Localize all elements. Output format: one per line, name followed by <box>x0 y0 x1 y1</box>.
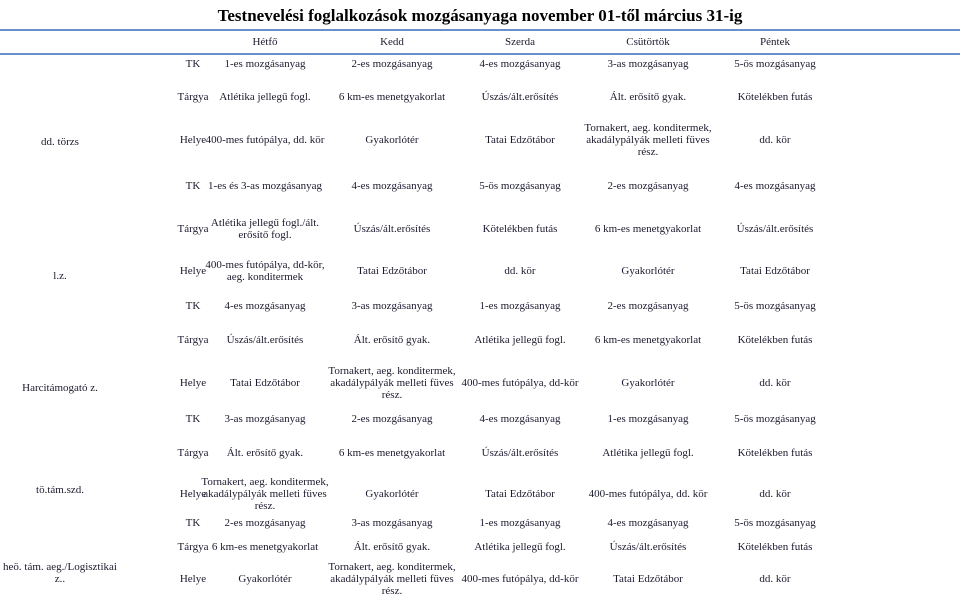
day-header: Péntek <box>760 36 790 48</box>
targya-cell: 6 km-es menetgyakorlat <box>594 334 702 346</box>
day-header: Hétfő <box>252 36 278 48</box>
tk-cell: 4-es mozgásanyag <box>351 180 433 192</box>
helye-cell: dd. kör <box>759 488 791 500</box>
helye-cell: Gyakorlótér <box>365 134 419 146</box>
helye-label: Helye <box>179 573 207 585</box>
helye-label: Helye <box>179 265 207 277</box>
targya-cell: Ált. erősítő gyak. <box>226 447 304 459</box>
targya-cell: Ált. erősítő gyak. <box>353 541 431 553</box>
helye-cell: Tatai Edzőtábor <box>357 265 427 277</box>
tk-cell: 3-as mozgásanyag <box>607 58 689 70</box>
helye-cell: Tornakert, aeg. konditermek, akadálypályák melleti füves rész. <box>201 476 329 512</box>
tk-cell: 2-es mozgásanyag <box>607 300 689 312</box>
tk-cell: 2-es mozgásanyag <box>224 517 306 529</box>
targya-cell: Atlétika jellegű fogl./ált. erősítő fogl. <box>210 217 320 241</box>
day-header: Szerda <box>505 36 535 48</box>
helye-cell: 400-mes futópálya, dd-kör <box>461 573 579 585</box>
group-name: dd. törzs <box>41 136 79 148</box>
helye-cell: Gyakorlótér <box>365 488 419 500</box>
tk-cell: 1-es mozgásanyag <box>479 300 561 312</box>
tk-cell: 2-es mozgásanyag <box>351 413 433 425</box>
helye-cell: dd. kör <box>759 134 791 146</box>
tk-label: TK <box>185 300 201 312</box>
targya-cell: Úszás/ált.erősítés <box>609 541 687 553</box>
targya-label: Tárgya <box>177 447 209 459</box>
helye-cell: Gyakorlótér <box>238 573 292 585</box>
targya-cell: Kötelékben futás <box>737 447 813 459</box>
header-band-bottom <box>0 53 960 55</box>
tk-cell: 1-es mozgásanyag <box>479 517 561 529</box>
targya-cell: Atlétika jellegű fogl. <box>474 541 566 553</box>
tk-label: TK <box>185 58 201 70</box>
helye-cell: Tatai Edzőtábor <box>485 134 555 146</box>
tk-cell: 4-es mozgásanyag <box>224 300 306 312</box>
targya-cell: Ált. erősítő gyak. <box>609 91 687 103</box>
helye-cell: Gyakorlótér <box>621 265 675 277</box>
tk-cell: 4-es mozgásanyag <box>479 58 561 70</box>
targya-cell: 6 km-es menetgyakorlat <box>211 541 319 553</box>
tk-label: TK <box>185 180 201 192</box>
tk-cell: 4-es mozgásanyag <box>607 517 689 529</box>
helye-cell: Tornakert, aeg. konditermek, akadálypályák melleti füves rész. <box>328 365 456 401</box>
targya-label: Tárgya <box>177 541 209 553</box>
targya-cell: Atlétika jellegű fogl. <box>219 91 311 103</box>
tk-label: TK <box>185 517 201 529</box>
helye-label: Helye <box>179 377 207 389</box>
targya-cell: Úszás/ált.erősítés <box>226 334 304 346</box>
targya-cell: Úszás/ált.erősítés <box>736 223 814 235</box>
tk-cell: 3-as mozgásanyag <box>224 413 306 425</box>
helye-cell: 400-mes futópálya, dd-kör, aeg. konditermek <box>205 259 325 283</box>
helye-cell: 400-mes futópálya, dd. kör <box>205 134 325 146</box>
targya-cell: 6 km-es menetgyakorlat <box>338 91 446 103</box>
helye-cell: dd. kör <box>504 265 536 277</box>
helye-cell: Tatai Edzőtábor <box>230 377 300 389</box>
helye-cell: Tornakert, aeg. konditermek, akadálypályák melleti füves rész. <box>584 122 712 158</box>
targya-cell: 6 km-es menetgyakorlat <box>338 447 446 459</box>
helye-cell: 400-mes futópálya, dd. kör <box>588 488 708 500</box>
tk-cell: 5-ös mozgásanyag <box>734 413 816 425</box>
targya-cell: Kötelékben futás <box>737 91 813 103</box>
page-title: Testnevelési foglalkozások mozgásanyaga november 01-től március 31-ig <box>217 6 743 25</box>
targya-cell: Atlétika jellegű fogl. <box>602 447 694 459</box>
tk-cell: 4-es mozgásanyag <box>734 180 816 192</box>
tk-cell: 4-es mozgásanyag <box>479 413 561 425</box>
tk-cell: 3-as mozgásanyag <box>351 300 433 312</box>
targya-label: Tárgya <box>177 91 209 103</box>
targya-cell: Kötelékben futás <box>482 223 558 235</box>
helye-cell: dd. kör <box>759 377 791 389</box>
targya-cell: Úszás/ált.erősítés <box>481 91 559 103</box>
tk-cell: 3-as mozgásanyag <box>351 517 433 529</box>
tk-cell: 5-ös mozgásanyag <box>734 517 816 529</box>
targya-cell: Úszás/ált.erősítés <box>353 223 431 235</box>
targya-cell: Atlétika jellegű fogl. <box>474 334 566 346</box>
targya-cell: Kötelékben futás <box>737 334 813 346</box>
targya-cell: Ált. erősítő gyak. <box>353 334 431 346</box>
tk-label: TK <box>185 413 201 425</box>
targya-cell: Kötelékben futás <box>737 541 813 553</box>
helye-cell: 400-mes futópálya, dd-kör <box>461 377 579 389</box>
helye-label: Helye <box>179 488 207 500</box>
helye-cell: Tornakert, aeg. konditermek, akadálypályák melleti füves rész. <box>328 561 456 597</box>
header-band-top <box>0 29 960 31</box>
tk-cell: 2-es mozgásanyag <box>607 180 689 192</box>
tk-cell: 5-ös mozgásanyag <box>734 58 816 70</box>
tk-cell: 1-es mozgásanyag <box>224 58 306 70</box>
day-header: Kedd <box>380 36 404 48</box>
day-header: Csütörtök <box>626 36 670 48</box>
helye-cell: Gyakorlótér <box>621 377 675 389</box>
targya-label: Tárgya <box>177 223 209 235</box>
targya-cell: 6 km-es menetgyakorlat <box>594 223 702 235</box>
tk-cell: 1-es és 3-as mozgásanyag <box>208 180 322 192</box>
helye-cell: Tatai Edzőtábor <box>485 488 555 500</box>
tk-cell: 5-ös mozgásanyag <box>734 300 816 312</box>
helye-cell: Tatai Edzőtábor <box>740 265 810 277</box>
tk-cell: 2-es mozgásanyag <box>351 58 433 70</box>
group-name: tö.tám.szd. <box>36 484 84 496</box>
targya-label: Tárgya <box>177 334 209 346</box>
group-name: l.z. <box>53 270 67 282</box>
group-name: Harcitámogató z. <box>22 382 98 394</box>
tk-cell: 1-es mozgásanyag <box>607 413 689 425</box>
helye-cell: Tatai Edzőtábor <box>613 573 683 585</box>
helye-cell: dd. kör <box>759 573 791 585</box>
targya-cell: Úszás/ált.erősítés <box>481 447 559 459</box>
tk-cell: 5-ös mozgásanyag <box>479 180 561 192</box>
helye-label: Helye <box>179 134 207 146</box>
group-name: heö. tám. aeg./Logisztikai z.. <box>3 561 117 585</box>
